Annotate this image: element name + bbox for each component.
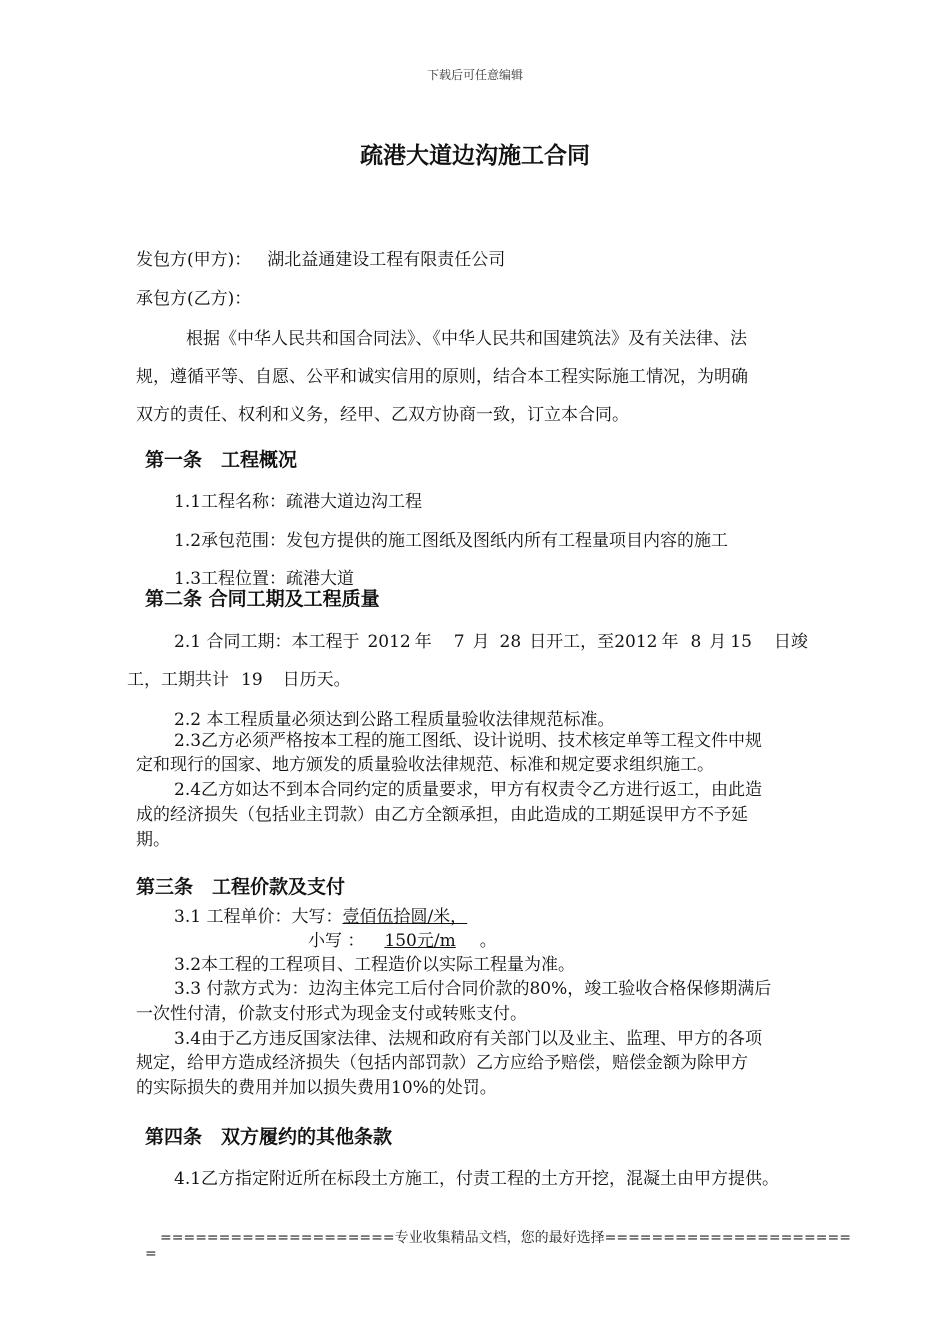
intro-line: 双方的责任、权利和义务，经甲、乙双方协商一致，订立本合同。	[136, 405, 629, 425]
header-note: 下载后可任意编辑	[426, 68, 523, 82]
clause-2-1-line1: 2.1 合同工期：本工程于 2012 年 7 月 28 日开工，至2012 年 8 月 15 日竣	[174, 632, 808, 652]
footer-line: =	[145, 1246, 157, 1262]
intro-line: 根据《中华人民共和国合同法》、《中华人民共和国建筑法》及有关法律、法	[186, 329, 747, 349]
clause-2-4-line: 期。	[136, 830, 170, 850]
party-b-label: 承包方(乙方)：	[136, 289, 252, 309]
article-1-item: 1.1工程名称：疏港大道边沟工程	[174, 492, 423, 512]
start-day: 28	[499, 632, 522, 652]
start-year: 2012	[367, 632, 411, 652]
clause-3-1-lower: 小写 ： 150元/m 。	[308, 931, 497, 951]
end-day: 15	[730, 632, 752, 652]
article-1-item: 1.2承包范围：发包方提供的施工图纸及图纸内所有工程量项目内容的施工	[174, 531, 729, 551]
clause-3-4-line: 的实际损失的费用并加以损失费用10%的处罚。	[136, 1078, 497, 1098]
clause-2-3-line: 2.3乙方必须严格按本工程的施工图纸、设计说明、技术核定单等工程文件中规	[174, 731, 763, 751]
clause-3-1-upper: 3.1 工程单价：大写：壹佰伍拾圆/米，	[174, 907, 468, 927]
article-2-heading: 第二条 合同工期及工程质量	[145, 588, 380, 610]
clause-2-4-line: 成的经济损失（包括业主罚款）由乙方全额承担，由此造成的工期延误甲方不予延	[136, 805, 748, 825]
clause-4-1: 4.1乙方指定附近所在标段土方施工，付责工程的土方开挖，混凝土由甲方提供。	[174, 1169, 780, 1189]
clause-2-3-line: 定和现行的国家、地方颁发的质量验收法律规范、标准和规定要求组织施工。	[136, 755, 714, 775]
party-a-line	[136, 245, 505, 270]
start-month: 7	[453, 632, 465, 652]
clause-2-2: 2.2 本工程质量必须达到公路工程质量验收法律规范标准。	[174, 710, 615, 730]
party-a-value: 湖北益通建设工程有限责任公司	[267, 250, 506, 270]
price-upper: 壹佰伍拾圆/米，	[342, 907, 468, 927]
article-3-heading: 第三条 工程价款及支付	[136, 876, 346, 898]
page-title: 疏港大道边沟施工合同	[360, 142, 590, 169]
duration-days: 19	[241, 670, 263, 690]
clause-3-4-line: 规定，给甲方造成经济损失（包括内部罚款）乙方应给予赔偿，赔偿金额为除甲方	[136, 1053, 748, 1073]
clause-3-3-line: 3.3 付款方式为：边沟主体完工后付合同价款的80%，竣工验收合格保修期满后	[174, 979, 772, 999]
end-year: 2012	[614, 632, 658, 652]
price-lower: 150元/m	[384, 931, 456, 951]
end-month: 8	[690, 632, 702, 652]
article-1-heading: 第一条 工程概况	[145, 449, 298, 471]
footer-line: ====================专业收集精品文档，您的最好选择=====================	[160, 1230, 851, 1246]
clause-3-2: 3.2本工程的工程项目、工程造价以实际工程量为准。	[174, 955, 576, 975]
clause-3-3-line: 一次性付清，价款支付形式为现金支付或转账支付。	[136, 1004, 527, 1024]
intro-line: 规，遵循平等、自愿、公平和诚实信用的原则，结合本工程实际施工情况，为明确	[136, 367, 748, 387]
article-4-heading: 第四条 双方履约的其他条款	[145, 1126, 393, 1148]
party-a-label: 发包方(甲方)：	[136, 250, 252, 270]
clause-2-1-line2: 工，工期共计 19 日历天。	[127, 670, 351, 690]
article-1-item: 1.3工程位置：疏港大道	[174, 569, 355, 589]
clause-3-4-line: 3.4由于乙方违反国家法律、法规和政府有关部门以及业主、监理、甲方的各项	[174, 1029, 763, 1049]
clause-2-4-line: 2.4乙方如达不到本合同约定的质量要求，甲方有权责令乙方进行返工，由此造	[174, 780, 763, 800]
